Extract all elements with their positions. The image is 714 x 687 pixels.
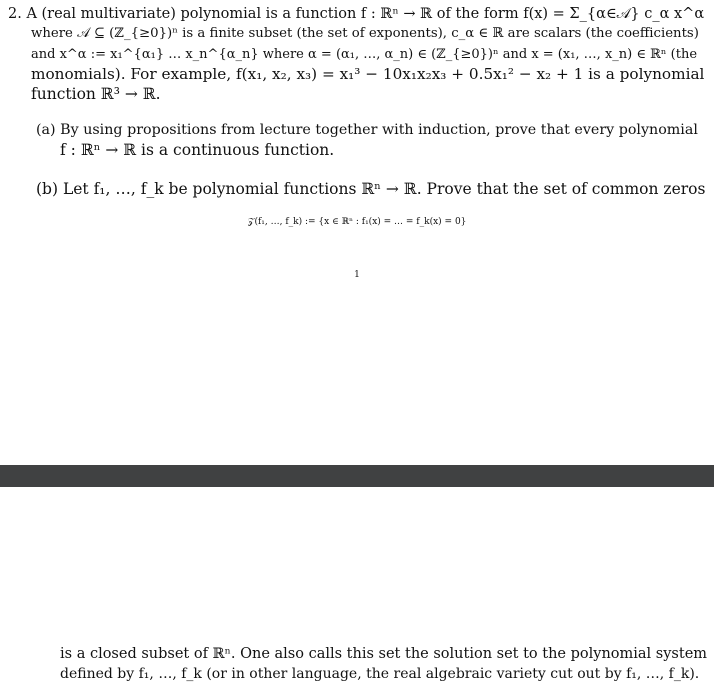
continuation-line-2: defined by f₁, …, f_k (or in other language, the real algebraic variety cut out by f₁, …, f_k). [60,666,700,682]
problem-line-1: 2. A (real multivariate) polynomial is a function f : ℝⁿ → ℝ of the form f(x) = Σ_{α∈𝒜} c_α x^α [8,6,705,22]
problem-line-4: monomials). For example, f(x₁, x₂, x₃) = x₁³ − 10x₁x₂x₃ + 0.5x₁² − x₂ + 1 is a polynomial [31,65,705,83]
problem-line-5: function ℝ³ → ℝ. [31,85,161,103]
part-a-line-1: (a) By using propositions from lecture together with induction, prove that every polynomial [36,122,698,138]
problem-line-3: and x^α := x₁^{α₁} … x_n^{α_n} where α = (α₁, …, α_n) ∈ (ℤ_{≥0})ⁿ and x = (x₁, …, x_n) ∈ ℝⁿ (the [31,47,698,62]
continuation-line-1: is a closed subset of ℝⁿ. One also calls this set the solution set to the polynomial system [60,646,708,662]
page-separator [0,465,714,487]
part-b-line-1: (b) Let f₁, …, f_k be polynomial functions ℝⁿ → ℝ. Prove that the set of common zeros [36,180,706,198]
problem-line-2: where 𝒜 ⊆ (ℤ_{≥0})ⁿ is a finite subset (the set of exponents), c_α ∈ ℝ are scalars (the coefficients) [31,26,699,41]
page-number: 1 [354,270,360,280]
common-zeros-equation: 𝒵(f₁, …, f_k) := {x ∈ ℝⁿ : f₁(x) = … = f_k(x) = 0} [247,217,467,227]
part-a-line-2: f : ℝⁿ → ℝ is a continuous function. [60,141,335,159]
page-2 [0,487,714,687]
